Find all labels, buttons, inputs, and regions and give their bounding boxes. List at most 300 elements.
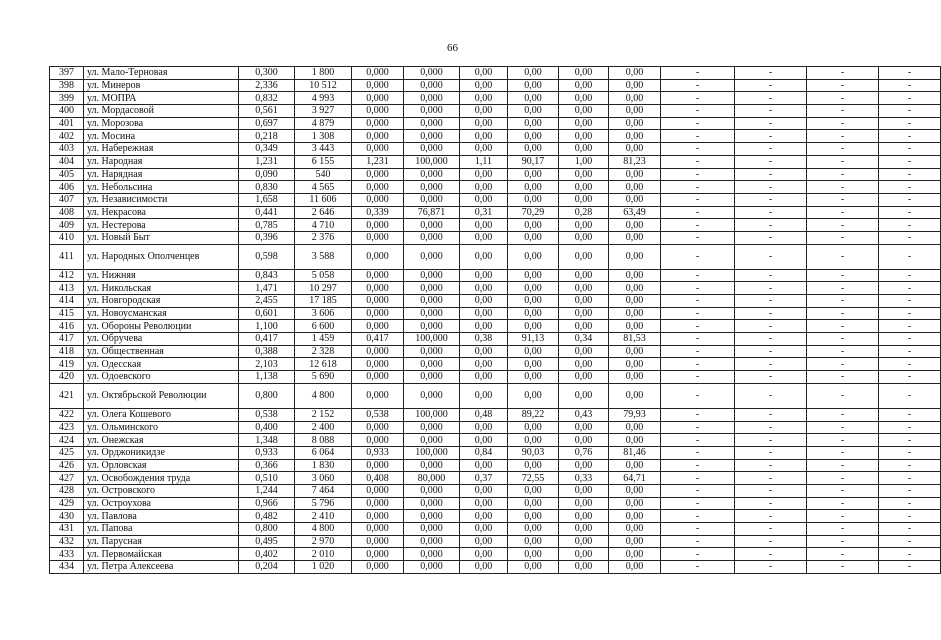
value-5-cell: 0,00 bbox=[460, 92, 508, 105]
area-value-cell: 3 606 bbox=[295, 307, 352, 320]
table-row bbox=[50, 307, 941, 320]
dash-cell: - bbox=[661, 459, 735, 472]
street-name-cell: ул. Общественная bbox=[84, 345, 239, 358]
value-3-cell: 0,000 bbox=[352, 143, 404, 156]
percent-4-cell: 0,000 bbox=[404, 79, 460, 92]
percent-6-cell: 0,00 bbox=[508, 79, 559, 92]
value-5-cell: 0,31 bbox=[460, 206, 508, 219]
dash-cell: - bbox=[735, 295, 807, 308]
percent-6-cell: 0,00 bbox=[508, 371, 559, 384]
dash-cell: - bbox=[661, 307, 735, 320]
dash-cell: - bbox=[735, 67, 807, 80]
percent-6-cell: 90,03 bbox=[508, 446, 559, 459]
dash-cell: - bbox=[807, 472, 879, 485]
table-row bbox=[50, 117, 941, 130]
table-row bbox=[50, 383, 941, 408]
percent-8-cell: 81,23 bbox=[609, 155, 661, 168]
percent-6-cell: 0,00 bbox=[508, 168, 559, 181]
dash-cell: - bbox=[661, 333, 735, 346]
row-number-cell: 418 bbox=[50, 345, 84, 358]
area-value-cell: 5 058 bbox=[295, 269, 352, 282]
dash-cell: - bbox=[879, 67, 941, 80]
percent-6-cell: 0,00 bbox=[508, 219, 559, 232]
dash-cell: - bbox=[661, 383, 735, 408]
percent-4-cell: 0,000 bbox=[404, 383, 460, 408]
table-row bbox=[50, 484, 941, 497]
value-7-cell: 0,00 bbox=[559, 459, 609, 472]
dash-cell: - bbox=[661, 295, 735, 308]
row-number-cell: 407 bbox=[50, 193, 84, 206]
value-5-cell: 0,00 bbox=[460, 307, 508, 320]
percent-4-cell: 0,000 bbox=[404, 269, 460, 282]
value-3-cell: 0,000 bbox=[352, 358, 404, 371]
dash-cell: - bbox=[879, 408, 941, 421]
value-7-cell: 0,00 bbox=[559, 143, 609, 156]
dash-cell: - bbox=[661, 143, 735, 156]
value-7-cell: 0,00 bbox=[559, 219, 609, 232]
percent-6-cell: 0,00 bbox=[508, 143, 559, 156]
length-km-cell: 1,348 bbox=[239, 434, 295, 447]
street-name-cell: ул. Мало-Терновая bbox=[84, 67, 239, 80]
table-row bbox=[50, 472, 941, 485]
percent-6-cell: 0,00 bbox=[508, 345, 559, 358]
value-3-cell: 0,000 bbox=[352, 117, 404, 130]
percent-4-cell: 0,000 bbox=[404, 181, 460, 194]
length-km-cell: 1,658 bbox=[239, 193, 295, 206]
table-body bbox=[50, 67, 941, 574]
length-km-cell: 2,336 bbox=[239, 79, 295, 92]
table-row bbox=[50, 295, 941, 308]
value-7-cell: 0,00 bbox=[559, 307, 609, 320]
length-km-cell: 1,138 bbox=[239, 371, 295, 384]
percent-4-cell: 100,000 bbox=[404, 155, 460, 168]
value-5-cell: 0,84 bbox=[460, 446, 508, 459]
row-number-cell: 434 bbox=[50, 561, 84, 574]
value-7-cell: 0,00 bbox=[559, 523, 609, 536]
area-value-cell: 4 879 bbox=[295, 117, 352, 130]
row-number-cell: 425 bbox=[50, 446, 84, 459]
row-number-cell: 419 bbox=[50, 358, 84, 371]
percent-6-cell: 0,00 bbox=[508, 421, 559, 434]
value-3-cell: 0,000 bbox=[352, 371, 404, 384]
dash-cell: - bbox=[735, 472, 807, 485]
value-7-cell: 0,00 bbox=[559, 345, 609, 358]
percent-4-cell: 0,000 bbox=[404, 168, 460, 181]
value-3-cell: 0,408 bbox=[352, 472, 404, 485]
percent-6-cell: 0,00 bbox=[508, 130, 559, 143]
value-7-cell: 0,00 bbox=[559, 383, 609, 408]
value-3-cell: 0,000 bbox=[352, 510, 404, 523]
dash-cell: - bbox=[735, 105, 807, 118]
dash-cell: - bbox=[735, 383, 807, 408]
dash-cell: - bbox=[661, 497, 735, 510]
dash-cell: - bbox=[661, 408, 735, 421]
dash-cell: - bbox=[661, 561, 735, 574]
percent-4-cell: 76,871 bbox=[404, 206, 460, 219]
dash-cell: - bbox=[807, 510, 879, 523]
area-value-cell: 5 796 bbox=[295, 497, 352, 510]
row-number-cell: 412 bbox=[50, 269, 84, 282]
table-row bbox=[50, 345, 941, 358]
length-km-cell: 0,538 bbox=[239, 408, 295, 421]
dash-cell: - bbox=[735, 523, 807, 536]
row-number-cell: 427 bbox=[50, 472, 84, 485]
percent-4-cell: 0,000 bbox=[404, 523, 460, 536]
dash-cell: - bbox=[879, 434, 941, 447]
dash-cell: - bbox=[879, 548, 941, 561]
percent-4-cell: 0,000 bbox=[404, 143, 460, 156]
percent-4-cell: 0,000 bbox=[404, 320, 460, 333]
dash-cell: - bbox=[661, 472, 735, 485]
length-km-cell: 0,441 bbox=[239, 206, 295, 219]
area-value-cell: 6 600 bbox=[295, 320, 352, 333]
percent-8-cell: 0,00 bbox=[609, 105, 661, 118]
length-km-cell: 0,785 bbox=[239, 219, 295, 232]
percent-6-cell: 72,55 bbox=[508, 472, 559, 485]
value-3-cell: 0,933 bbox=[352, 446, 404, 459]
area-value-cell: 4 710 bbox=[295, 219, 352, 232]
dash-cell: - bbox=[879, 484, 941, 497]
area-value-cell: 2 970 bbox=[295, 535, 352, 548]
street-name-cell: ул. Народных Ополченцев bbox=[84, 244, 239, 269]
value-7-cell: 0,00 bbox=[559, 244, 609, 269]
table-row bbox=[50, 561, 941, 574]
percent-8-cell: 0,00 bbox=[609, 561, 661, 574]
dash-cell: - bbox=[807, 345, 879, 358]
length-km-cell: 0,300 bbox=[239, 67, 295, 80]
area-value-cell: 5 690 bbox=[295, 371, 352, 384]
value-5-cell: 0,00 bbox=[460, 484, 508, 497]
table-row bbox=[50, 497, 941, 510]
row-number-cell: 433 bbox=[50, 548, 84, 561]
row-number-cell: 400 bbox=[50, 105, 84, 118]
street-name-cell: ул. Нестерова bbox=[84, 219, 239, 232]
dash-cell: - bbox=[807, 446, 879, 459]
row-number-cell: 410 bbox=[50, 231, 84, 244]
value-5-cell: 0,00 bbox=[460, 231, 508, 244]
street-name-cell: ул. Обороны Революции bbox=[84, 320, 239, 333]
table-row bbox=[50, 320, 941, 333]
value-7-cell: 0,76 bbox=[559, 446, 609, 459]
dash-cell: - bbox=[879, 130, 941, 143]
value-7-cell: 0,00 bbox=[559, 371, 609, 384]
percent-8-cell: 0,00 bbox=[609, 358, 661, 371]
area-value-cell: 2 410 bbox=[295, 510, 352, 523]
length-km-cell: 0,090 bbox=[239, 168, 295, 181]
value-7-cell: 0,00 bbox=[559, 79, 609, 92]
percent-8-cell: 0,00 bbox=[609, 497, 661, 510]
area-value-cell: 7 464 bbox=[295, 484, 352, 497]
value-5-cell: 0,00 bbox=[460, 244, 508, 269]
dash-cell: - bbox=[661, 371, 735, 384]
dash-cell: - bbox=[735, 434, 807, 447]
dash-cell: - bbox=[735, 269, 807, 282]
dash-cell: - bbox=[879, 155, 941, 168]
dash-cell: - bbox=[807, 269, 879, 282]
value-7-cell: 0,00 bbox=[559, 181, 609, 194]
length-km-cell: 0,966 bbox=[239, 497, 295, 510]
dash-cell: - bbox=[661, 510, 735, 523]
percent-6-cell: 0,00 bbox=[508, 497, 559, 510]
percent-8-cell: 0,00 bbox=[609, 143, 661, 156]
dash-cell: - bbox=[807, 130, 879, 143]
dash-cell: - bbox=[735, 535, 807, 548]
area-value-cell: 1 459 bbox=[295, 333, 352, 346]
percent-6-cell: 0,00 bbox=[508, 67, 559, 80]
length-km-cell: 2,103 bbox=[239, 358, 295, 371]
value-5-cell: 0,00 bbox=[460, 143, 508, 156]
dash-cell: - bbox=[807, 181, 879, 194]
dash-cell: - bbox=[735, 244, 807, 269]
dash-cell: - bbox=[879, 459, 941, 472]
percent-8-cell: 0,00 bbox=[609, 421, 661, 434]
value-3-cell: 0,000 bbox=[352, 295, 404, 308]
row-number-cell: 426 bbox=[50, 459, 84, 472]
value-7-cell: 0,00 bbox=[559, 282, 609, 295]
value-5-cell: 0,00 bbox=[460, 269, 508, 282]
percent-6-cell: 0,00 bbox=[508, 484, 559, 497]
dash-cell: - bbox=[879, 523, 941, 536]
row-number-cell: 404 bbox=[50, 155, 84, 168]
percent-6-cell: 0,00 bbox=[508, 535, 559, 548]
percent-6-cell: 0,00 bbox=[508, 459, 559, 472]
value-7-cell: 0,00 bbox=[559, 105, 609, 118]
length-km-cell: 0,832 bbox=[239, 92, 295, 105]
percent-6-cell: 0,00 bbox=[508, 358, 559, 371]
dash-cell: - bbox=[807, 561, 879, 574]
street-data-table bbox=[49, 66, 941, 574]
value-5-cell: 0,00 bbox=[460, 320, 508, 333]
table-row bbox=[50, 244, 941, 269]
percent-8-cell: 0,00 bbox=[609, 117, 661, 130]
value-5-cell: 0,48 bbox=[460, 408, 508, 421]
row-number-cell: 424 bbox=[50, 434, 84, 447]
percent-4-cell: 0,000 bbox=[404, 421, 460, 434]
dash-cell: - bbox=[879, 231, 941, 244]
dash-cell: - bbox=[735, 421, 807, 434]
row-number-cell: 416 bbox=[50, 320, 84, 333]
value-7-cell: 0,00 bbox=[559, 421, 609, 434]
percent-4-cell: 0,000 bbox=[404, 484, 460, 497]
table-row bbox=[50, 181, 941, 194]
percent-6-cell: 0,00 bbox=[508, 282, 559, 295]
value-3-cell: 0,000 bbox=[352, 193, 404, 206]
percent-8-cell: 0,00 bbox=[609, 484, 661, 497]
dash-cell: - bbox=[661, 345, 735, 358]
percent-8-cell: 0,00 bbox=[609, 79, 661, 92]
dash-cell: - bbox=[879, 333, 941, 346]
length-km-cell: 1,471 bbox=[239, 282, 295, 295]
percent-8-cell: 0,00 bbox=[609, 345, 661, 358]
value-5-cell: 0,00 bbox=[460, 345, 508, 358]
dash-cell: - bbox=[879, 497, 941, 510]
percent-6-cell: 0,00 bbox=[508, 117, 559, 130]
dash-cell: - bbox=[735, 307, 807, 320]
table-row bbox=[50, 421, 941, 434]
dash-cell: - bbox=[735, 510, 807, 523]
percent-4-cell: 0,000 bbox=[404, 371, 460, 384]
percent-4-cell: 0,000 bbox=[404, 219, 460, 232]
dash-cell: - bbox=[879, 345, 941, 358]
percent-4-cell: 0,000 bbox=[404, 193, 460, 206]
dash-cell: - bbox=[807, 92, 879, 105]
percent-8-cell: 0,00 bbox=[609, 307, 661, 320]
value-5-cell: 0,00 bbox=[460, 168, 508, 181]
dash-cell: - bbox=[661, 358, 735, 371]
percent-4-cell: 0,000 bbox=[404, 497, 460, 510]
value-3-cell: 0,000 bbox=[352, 282, 404, 295]
length-km-cell: 0,933 bbox=[239, 446, 295, 459]
row-number-cell: 413 bbox=[50, 282, 84, 295]
table-row bbox=[50, 434, 941, 447]
value-5-cell: 1,11 bbox=[460, 155, 508, 168]
percent-4-cell: 0,000 bbox=[404, 231, 460, 244]
dash-cell: - bbox=[735, 320, 807, 333]
street-name-cell: ул. Нижняя bbox=[84, 269, 239, 282]
area-value-cell: 540 bbox=[295, 168, 352, 181]
street-name-cell: ул. Октябрьской Революции bbox=[84, 383, 239, 408]
dash-cell: - bbox=[661, 231, 735, 244]
value-5-cell: 0,00 bbox=[460, 535, 508, 548]
percent-8-cell: 0,00 bbox=[609, 535, 661, 548]
value-5-cell: 0,00 bbox=[460, 371, 508, 384]
dash-cell: - bbox=[879, 181, 941, 194]
dash-cell: - bbox=[879, 105, 941, 118]
length-km-cell: 0,843 bbox=[239, 269, 295, 282]
percent-4-cell: 0,000 bbox=[404, 358, 460, 371]
length-km-cell: 1,244 bbox=[239, 484, 295, 497]
percent-6-cell: 0,00 bbox=[508, 92, 559, 105]
dash-cell: - bbox=[807, 459, 879, 472]
dash-cell: - bbox=[807, 143, 879, 156]
dash-cell: - bbox=[735, 219, 807, 232]
value-5-cell: 0,00 bbox=[460, 459, 508, 472]
value-5-cell: 0,00 bbox=[460, 510, 508, 523]
dash-cell: - bbox=[879, 510, 941, 523]
percent-8-cell: 0,00 bbox=[609, 383, 661, 408]
area-value-cell: 3 060 bbox=[295, 472, 352, 485]
row-number-cell: 397 bbox=[50, 67, 84, 80]
area-value-cell: 11 606 bbox=[295, 193, 352, 206]
length-km-cell: 0,482 bbox=[239, 510, 295, 523]
dash-cell: - bbox=[661, 105, 735, 118]
row-number-cell: 399 bbox=[50, 92, 84, 105]
row-number-cell: 431 bbox=[50, 523, 84, 536]
length-km-cell: 0,601 bbox=[239, 307, 295, 320]
dash-cell: - bbox=[879, 358, 941, 371]
percent-6-cell: 0,00 bbox=[508, 434, 559, 447]
dash-cell: - bbox=[879, 421, 941, 434]
dash-cell: - bbox=[879, 320, 941, 333]
percent-4-cell: 0,000 bbox=[404, 548, 460, 561]
value-5-cell: 0,00 bbox=[460, 193, 508, 206]
value-5-cell: 0,00 bbox=[460, 105, 508, 118]
dash-cell: - bbox=[879, 472, 941, 485]
street-name-cell: ул. Никольская bbox=[84, 282, 239, 295]
area-value-cell: 10 512 bbox=[295, 79, 352, 92]
percent-6-cell: 0,00 bbox=[508, 561, 559, 574]
value-3-cell: 0,000 bbox=[352, 181, 404, 194]
dash-cell: - bbox=[661, 282, 735, 295]
street-name-cell: ул. Новый Быт bbox=[84, 231, 239, 244]
dash-cell: - bbox=[735, 155, 807, 168]
area-value-cell: 6 064 bbox=[295, 446, 352, 459]
length-km-cell: 0,800 bbox=[239, 383, 295, 408]
dash-cell: - bbox=[661, 79, 735, 92]
length-km-cell: 0,218 bbox=[239, 130, 295, 143]
value-7-cell: 0,43 bbox=[559, 408, 609, 421]
length-km-cell: 0,400 bbox=[239, 421, 295, 434]
length-km-cell: 0,388 bbox=[239, 345, 295, 358]
row-number-cell: 403 bbox=[50, 143, 84, 156]
percent-4-cell: 0,000 bbox=[404, 561, 460, 574]
street-name-cell: ул. Мордасовой bbox=[84, 105, 239, 118]
dash-cell: - bbox=[807, 219, 879, 232]
dash-cell: - bbox=[661, 206, 735, 219]
table-row bbox=[50, 333, 941, 346]
value-3-cell: 0,000 bbox=[352, 168, 404, 181]
percent-8-cell: 0,00 bbox=[609, 459, 661, 472]
street-name-cell: ул. Морозова bbox=[84, 117, 239, 130]
dash-cell: - bbox=[807, 168, 879, 181]
area-value-cell: 12 618 bbox=[295, 358, 352, 371]
street-name-cell: ул. Минеров bbox=[84, 79, 239, 92]
value-3-cell: 0,000 bbox=[352, 523, 404, 536]
dash-cell: - bbox=[807, 231, 879, 244]
dash-cell: - bbox=[879, 193, 941, 206]
area-value-cell: 1 308 bbox=[295, 130, 352, 143]
percent-4-cell: 0,000 bbox=[404, 345, 460, 358]
area-value-cell: 2 010 bbox=[295, 548, 352, 561]
table-row bbox=[50, 105, 941, 118]
value-3-cell: 0,000 bbox=[352, 92, 404, 105]
percent-6-cell: 0,00 bbox=[508, 193, 559, 206]
percent-6-cell: 89,22 bbox=[508, 408, 559, 421]
length-km-cell: 1,231 bbox=[239, 155, 295, 168]
dash-cell: - bbox=[735, 484, 807, 497]
value-7-cell: 0,00 bbox=[559, 497, 609, 510]
length-km-cell: 0,510 bbox=[239, 472, 295, 485]
area-value-cell: 3 927 bbox=[295, 105, 352, 118]
area-value-cell: 10 297 bbox=[295, 282, 352, 295]
value-3-cell: 0,000 bbox=[352, 320, 404, 333]
value-7-cell: 0,00 bbox=[559, 117, 609, 130]
dash-cell: - bbox=[735, 333, 807, 346]
percent-4-cell: 0,000 bbox=[404, 434, 460, 447]
row-number-cell: 428 bbox=[50, 484, 84, 497]
value-5-cell: 0,00 bbox=[460, 434, 508, 447]
dash-cell: - bbox=[879, 282, 941, 295]
street-name-cell: ул. Ольминского bbox=[84, 421, 239, 434]
row-number-cell: 417 bbox=[50, 333, 84, 346]
area-value-cell: 4 565 bbox=[295, 181, 352, 194]
area-value-cell: 1 020 bbox=[295, 561, 352, 574]
value-7-cell: 0,00 bbox=[559, 535, 609, 548]
percent-8-cell: 0,00 bbox=[609, 371, 661, 384]
value-7-cell: 0,00 bbox=[559, 193, 609, 206]
table-row bbox=[50, 523, 941, 536]
street-name-cell: ул. Новгородская bbox=[84, 295, 239, 308]
dash-cell: - bbox=[807, 383, 879, 408]
percent-6-cell: 0,00 bbox=[508, 320, 559, 333]
value-5-cell: 0,00 bbox=[460, 79, 508, 92]
dash-cell: - bbox=[807, 320, 879, 333]
dash-cell: - bbox=[661, 484, 735, 497]
percent-6-cell: 0,00 bbox=[508, 548, 559, 561]
value-7-cell: 0,00 bbox=[559, 510, 609, 523]
dash-cell: - bbox=[735, 282, 807, 295]
table-row bbox=[50, 143, 941, 156]
